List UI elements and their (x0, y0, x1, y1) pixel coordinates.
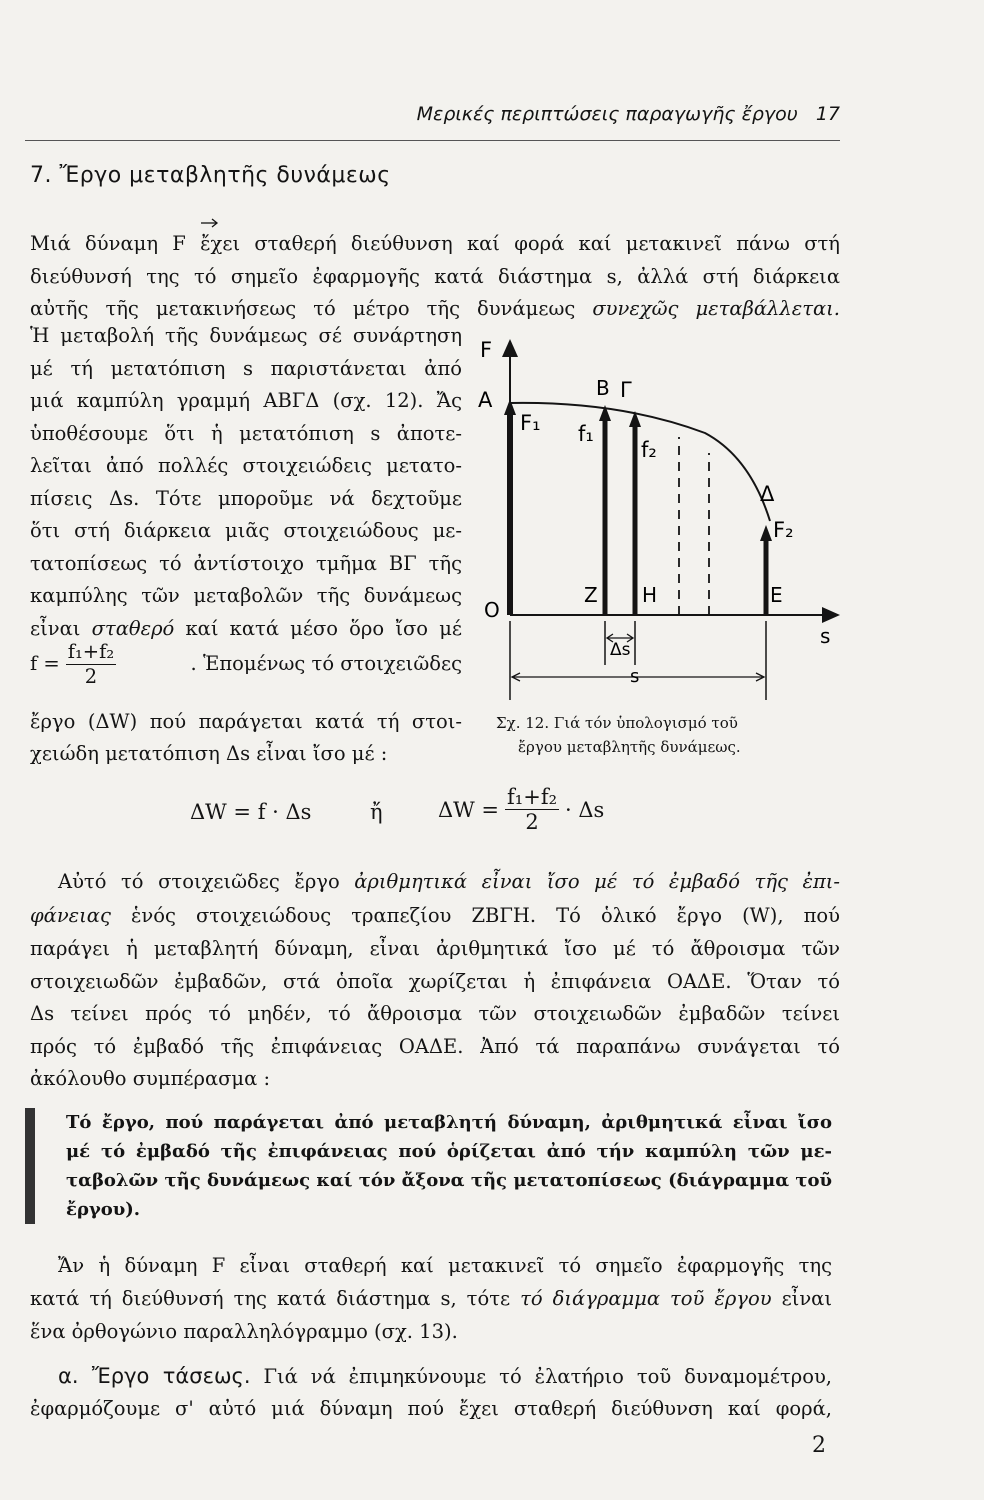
para3-line-2: κατά τή διεύθυνσή της κατά διάστημα s, τότε τό διάγραμμα τοῦ ἔργου εἶναι (30, 1287, 832, 1310)
para2-line-2: φάνειας ἑνός στοιχειώδους τραπεζίου ΖΒΓΗ. Τό ὁλικό ἔργο (W), πού (30, 904, 840, 927)
figure-caption-line-1: Σχ. 12. Γιά τόν ὑπολογισμό τοῦ (496, 714, 738, 732)
label-O: O (484, 598, 500, 622)
running-header (380, 103, 840, 125)
conclusion-bar (25, 1108, 35, 1224)
label-Z: Z (584, 583, 598, 607)
para2-line-4: στοιχειωδῶν ἐμβαδῶν, στά ὁποῖα χωρίζεται ἡ ἐπιφάνεια ΟΑΔΕ. Ὅταν τό (30, 970, 840, 993)
label-ds: Δs (610, 640, 631, 660)
section-title: 7. Ἔργο μεταβλητῆς δυνάμεως (30, 163, 391, 188)
force-arrowhead-F1 (504, 399, 516, 415)
left-column (30, 320, 462, 645)
label-B: B (596, 376, 610, 400)
subsection-line-1: α. Ἔργο τάσεως. Γιά νά ἐπιμηκύνουμε τό ἐλατήριο τοῦ δυναμομέτρου, (58, 1364, 832, 1388)
figure-caption-line-2: ἔργου μεταβλητῆς δυνάμεως. (518, 738, 741, 756)
left-line: ὑποθέσουμε ὅτι ἡ μετατόπιση s ἀποτε- (30, 421, 462, 445)
vector-arrow-icon (201, 213, 219, 223)
para2-line-1: Αὐτό τό στοιχειῶδες ἔργο ἀριθμητικά εἶναι ἴσο μέ τό ἐμβαδό τῆς ἐπι- (58, 870, 841, 893)
left-line: Ἡ μεταβολή τῆς δυνάμεως σέ συνάρτηση (30, 324, 462, 347)
left-line: εἶναι σταθερό καί κατά μέσο ὅρο ἴσο μέ (30, 616, 462, 640)
subsection-line-2: ἐφαρμόζουμε σ' αὐτό μιά δύναμη πού ἔχει σταθερή διεύθυνση καί φορά, (30, 1397, 832, 1420)
left-line: μιά καμπύλη γραμμή ΑΒΓΔ (σχ. 12). Ἄς (30, 389, 462, 412)
label-f2: f₂ (641, 438, 657, 462)
left-line: χειώδη μετατόπιση Δs εἶναι ἴσο μέ : (30, 742, 388, 765)
left-line: λεῖται ἀπό πολλές στοιχειώδεις μετατο- (30, 454, 462, 477)
page-number-bottom: 2 (812, 1433, 826, 1458)
intro-line-2: διεύθυνσή της τό σημεῖο ἐφαρμογῆς κατά διάστημα s, ἀλλά στή διάρκεια (30, 265, 840, 288)
label-F-axis: F (480, 338, 493, 362)
formula-left: ΔW = f · Δs (190, 800, 312, 824)
formula-fraction: $\frac{\text{f₁+f₂}}{2}$ (507, 785, 558, 834)
left-line: μέ τή μετατόπιση s παριστάνεται ἀπό (30, 356, 462, 380)
subsection-title: α. Ἔργο τάσεως. (58, 1364, 251, 1388)
label-f1: f₁ (578, 422, 594, 446)
force-arrowhead-F2 (760, 525, 772, 541)
label-F2: F₂ (773, 518, 794, 542)
label-D: Δ (760, 482, 775, 506)
label-H: H (642, 583, 658, 607)
left-line: ἔργο (ΔW) πού παράγεται κατά τή στοι- (30, 710, 462, 733)
left-line: πίσεις Δs. Τότε μποροῦμε νά δεχτοῦμε (30, 486, 462, 510)
formula-or: ἤ (370, 800, 383, 824)
figure-12 (470, 325, 840, 705)
para3-line-1: Ἄν ἡ δύναμη F εἶναι σταθερή καί μετακινεῖ τό σημεῖο ἐφαρμογῆς της (58, 1254, 832, 1277)
intro-line-3: αὐτῆς τῆς μετακινήσεως τό μέτρο τῆς δυνάμεως συνεχῶς μεταβάλλεται. (30, 297, 840, 320)
conclusion-line-4: ἔργου). (66, 1199, 141, 1220)
label-F1: F₁ (520, 411, 541, 435)
label-s-axis: s (820, 624, 831, 648)
label-A: A (478, 388, 493, 412)
running-title: Μερικές περιπτώσεις παραγωγῆς ἔργου (416, 103, 798, 125)
formula-right: ΔW = $\frac{\text{f₁+f₂}}{2}$ · Δs (438, 785, 605, 834)
conclusion-line-1: Τό ἔργο, πού παράγεται ἀπό μεταβλητή δύναμη, ἀριθμητικά εἶναι ἴσο (66, 1112, 832, 1133)
mean-force-line: f = $\frac{\text{f₁+f₂}}{2}$ . Ἑπομένως τό στοιχειῶδες (30, 640, 462, 688)
left-line: τατοπίσεως τό ἀντίστοιχο τμῆμα ΒΓ τῆς (30, 551, 462, 575)
conclusion-line-3: ταβολῶν τῆς δυνάμεως καί τόν ἄξονα τῆς μετατοπίσεως (διάγραμμα τοῦ (66, 1170, 832, 1191)
left-line: ὅτι στή διάρκεια μιᾶς στοιχειώδους με- (30, 519, 462, 542)
left-line: καμπύλης τῶν μεταβολῶν τῆς δυνάμεως (30, 584, 462, 607)
para2-line-6: πρός τό ἐμβαδό τῆς ἐπιφάνειας ΟΑΔΕ. Ἀπό τά παραπάνω συνάγεται τό (30, 1035, 840, 1058)
para2-line-7: ἀκόλουθο συμπέρασμα : (30, 1067, 271, 1090)
page-number-top: 17 (815, 103, 840, 125)
label-E: E (770, 583, 783, 607)
mean-force-fraction: $\frac{\text{f₁+f₂}}{2}$ (67, 640, 115, 688)
header-rule (25, 140, 840, 141)
label-s-dim: s (630, 666, 640, 687)
conclusion-line-2: μέ τό ἐμβαδό τῆς ἐπιφάνειας πού ὁρίζεται ἀπό τήν καμπύλη τῶν με- (66, 1141, 832, 1162)
force-curve (510, 403, 770, 521)
intro-line-1: Μιά δύναμη F ἔχει σταθερή διεύθυνση καί φορά καί μετακινεῖ πάνω στή (30, 232, 840, 255)
label-G: Γ (620, 378, 632, 402)
para2-line-3: παράγει ἡ μεταβλητή δύναμη, εἶναι ἀριθμητικά ἴσο μέ τό ἄθροισμα τῶν (30, 937, 840, 960)
para3-line-3: ἕνα ὀρθογώνιο παραλληλόγραμμο (σχ. 13). (30, 1320, 458, 1343)
para2-line-5: Δs τείνει πρός τό μηδέν, τό ἄθροισμα τῶν στοιχειωδῶν ἐμβαδῶν τείνει (30, 1002, 840, 1025)
